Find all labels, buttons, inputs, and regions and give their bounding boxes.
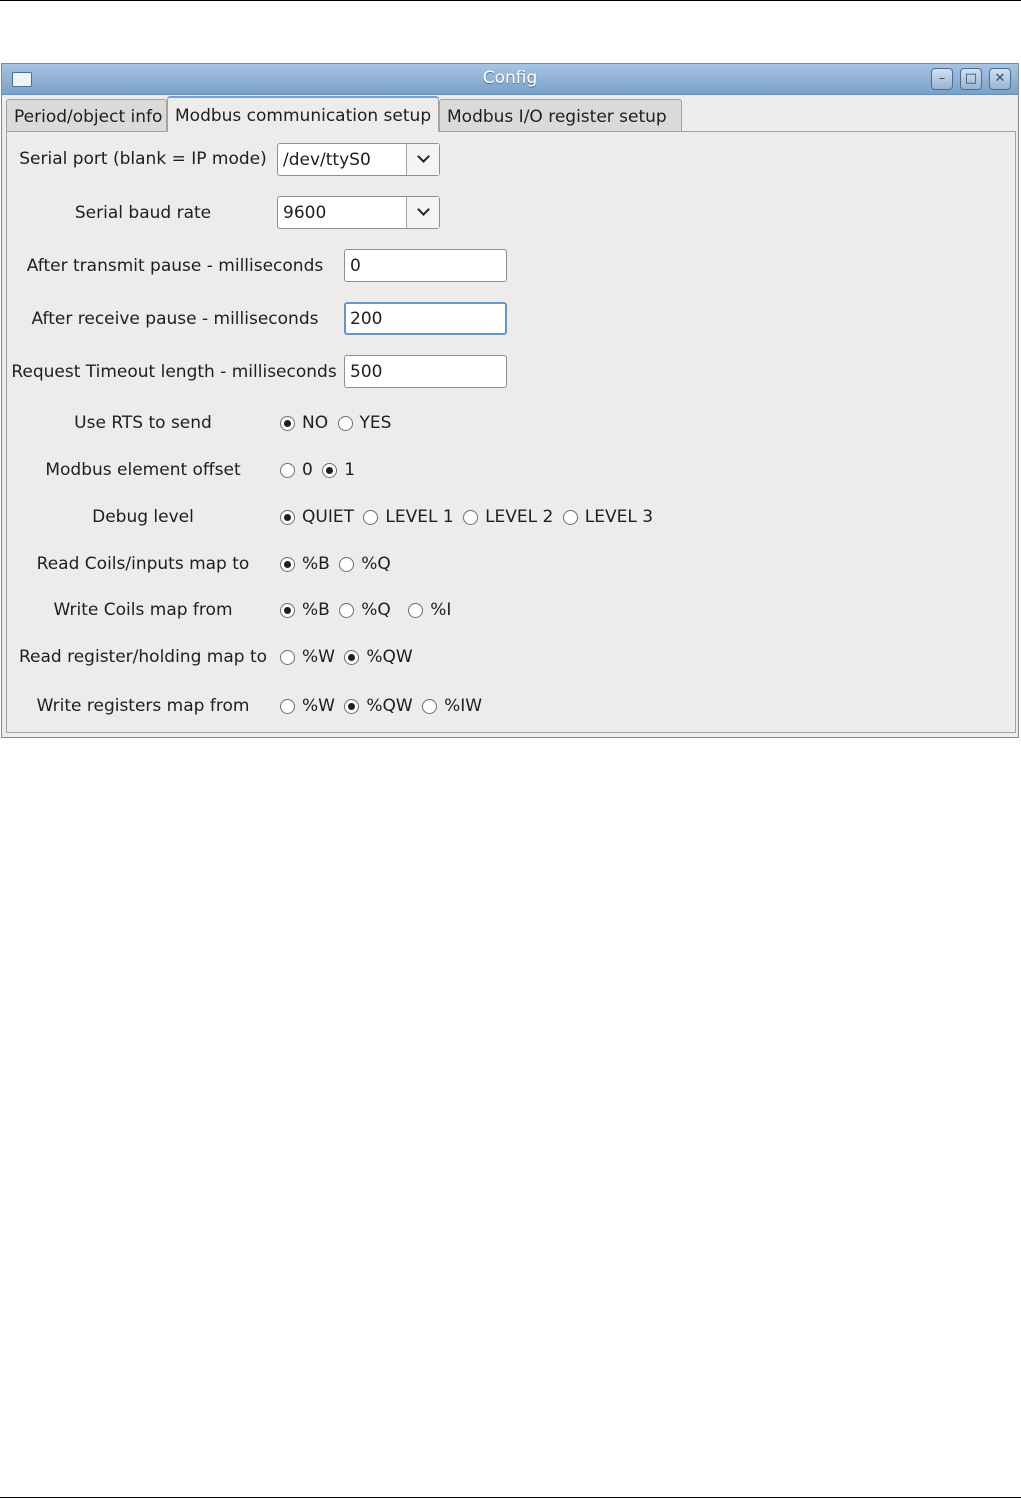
write-registers-label: Write registers map from bbox=[36, 696, 250, 716]
transmit-pause-input[interactable] bbox=[344, 249, 507, 282]
radio-unchecked-icon[interactable] bbox=[422, 699, 437, 714]
tab-modbus-communication-setup[interactable]: Modbus communication setup bbox=[167, 96, 439, 132]
chevron-down-icon bbox=[417, 150, 430, 163]
write-registers-radio-group bbox=[280, 696, 486, 719]
maximize-button[interactable]: □ bbox=[960, 68, 982, 90]
radio-unchecked-icon[interactable] bbox=[408, 603, 423, 618]
radio-checked-icon[interactable] bbox=[280, 416, 295, 431]
radio-label: LEVEL 3 bbox=[584, 507, 654, 527]
radio-unchecked-icon[interactable] bbox=[363, 510, 378, 525]
radio-label: %Q bbox=[361, 554, 391, 574]
write-coils-b-option[interactable] bbox=[280, 600, 330, 620]
radio-checked-icon[interactable] bbox=[344, 699, 359, 714]
write-registers-iw-option[interactable] bbox=[422, 696, 482, 716]
radio-label: %W bbox=[302, 647, 335, 667]
radio-unchecked-icon[interactable] bbox=[338, 416, 353, 431]
read-register-w-option[interactable] bbox=[280, 647, 335, 667]
write-registers-qw-option[interactable] bbox=[344, 696, 412, 716]
debug-level2-option[interactable] bbox=[463, 507, 553, 527]
write-registers-w-option[interactable] bbox=[280, 696, 335, 716]
use-rts-label: Use RTS to send bbox=[74, 413, 212, 433]
read-coils-label: Read Coils/inputs map to bbox=[36, 554, 250, 574]
window-title: Config bbox=[482, 68, 538, 88]
element-offset-radio-group bbox=[280, 460, 359, 483]
baud-rate-label: Serial baud rate bbox=[74, 203, 212, 223]
read-coils-radio-group bbox=[280, 554, 395, 577]
page-top-rule bbox=[0, 0, 1021, 1]
debug-level-label: Debug level bbox=[92, 507, 194, 527]
radio-label: NO bbox=[302, 413, 329, 433]
radio-label: %Q bbox=[361, 600, 391, 620]
read-register-label: Read register/holding map to bbox=[18, 647, 268, 667]
transmit-pause-label: After transmit pause - milliseconds bbox=[26, 256, 324, 276]
radio-label: LEVEL 1 bbox=[385, 507, 454, 527]
read-coils-q-option[interactable] bbox=[339, 554, 391, 574]
baud-rate-value: 9600 bbox=[283, 203, 327, 223]
debug-level-radio-group bbox=[280, 507, 657, 530]
radio-checked-icon[interactable] bbox=[280, 557, 295, 572]
radio-label: %B bbox=[302, 554, 330, 574]
serial-port-label: Serial port (blank = IP mode) bbox=[19, 149, 267, 169]
radio-unchecked-icon[interactable] bbox=[280, 650, 295, 665]
write-coils-q-option[interactable] bbox=[339, 600, 391, 620]
receive-pause-input[interactable] bbox=[344, 302, 507, 335]
element-offset-0-option[interactable] bbox=[280, 460, 313, 480]
read-coils-b-option[interactable] bbox=[280, 554, 330, 574]
baud-rate-combo[interactable] bbox=[277, 196, 440, 229]
radio-label: %B bbox=[302, 600, 330, 620]
radio-unchecked-icon[interactable] bbox=[463, 510, 478, 525]
use-rts-no-option[interactable] bbox=[280, 413, 328, 433]
read-register-radio-group bbox=[280, 647, 417, 670]
element-offset-1-option[interactable] bbox=[322, 460, 355, 480]
radio-unchecked-icon[interactable] bbox=[563, 510, 578, 525]
baud-rate-dropdown-button[interactable] bbox=[406, 197, 439, 228]
radio-label: %IW bbox=[444, 696, 483, 716]
radio-checked-icon[interactable] bbox=[344, 650, 359, 665]
radio-label: %I bbox=[430, 600, 452, 620]
radio-unchecked-icon[interactable] bbox=[280, 699, 295, 714]
chevron-down-icon bbox=[417, 203, 430, 216]
minimize-button[interactable]: – bbox=[931, 68, 953, 90]
radio-unchecked-icon[interactable] bbox=[339, 557, 354, 572]
radio-checked-icon[interactable] bbox=[280, 603, 295, 618]
radio-unchecked-icon[interactable] bbox=[280, 463, 295, 478]
radio-label: QUIET bbox=[302, 507, 354, 527]
title-bar[interactable] bbox=[2, 64, 1018, 95]
serial-port-value[interactable]: /dev/ttyS0 bbox=[283, 150, 371, 170]
radio-label: %QW bbox=[366, 647, 413, 667]
tab-modbus-io-register-setup[interactable]: Modbus I/O register setup bbox=[439, 99, 682, 131]
radio-label: YES bbox=[359, 413, 392, 433]
page-bottom-rule bbox=[0, 1497, 1021, 1498]
receive-pause-label: After receive pause - milliseconds bbox=[31, 309, 319, 329]
timeout-input[interactable] bbox=[344, 355, 507, 388]
use-rts-yes-option[interactable] bbox=[338, 413, 392, 433]
serial-port-combo[interactable] bbox=[277, 143, 440, 176]
radio-label: 0 bbox=[302, 460, 313, 480]
use-rts-radio-group bbox=[280, 413, 395, 436]
radio-label: %W bbox=[302, 696, 335, 716]
tab-period-object-info[interactable]: Period/object info bbox=[6, 99, 167, 131]
radio-checked-icon[interactable] bbox=[280, 510, 295, 525]
debug-level1-option[interactable] bbox=[363, 507, 453, 527]
radio-checked-icon[interactable] bbox=[322, 463, 337, 478]
close-button[interactable]: ✕ bbox=[989, 68, 1011, 90]
radio-label: 1 bbox=[344, 460, 356, 480]
read-register-qw-option[interactable] bbox=[344, 647, 412, 667]
config-window bbox=[1, 63, 1019, 738]
write-coils-label: Write Coils map from bbox=[53, 600, 233, 620]
debug-level3-option[interactable] bbox=[563, 507, 653, 527]
write-coils-radio-group bbox=[280, 600, 455, 623]
radio-unchecked-icon[interactable] bbox=[339, 603, 354, 618]
debug-quiet-option[interactable] bbox=[280, 507, 354, 527]
element-offset-label: Modbus element offset bbox=[45, 460, 241, 480]
timeout-label: Request Timeout length - milliseconds bbox=[11, 362, 337, 382]
radio-label: LEVEL 2 bbox=[485, 507, 554, 527]
radio-label: %QW bbox=[366, 696, 413, 716]
serial-port-dropdown-button[interactable] bbox=[406, 144, 439, 175]
write-coils-i-option[interactable] bbox=[408, 600, 451, 620]
communication-setup-panel bbox=[6, 131, 1016, 733]
